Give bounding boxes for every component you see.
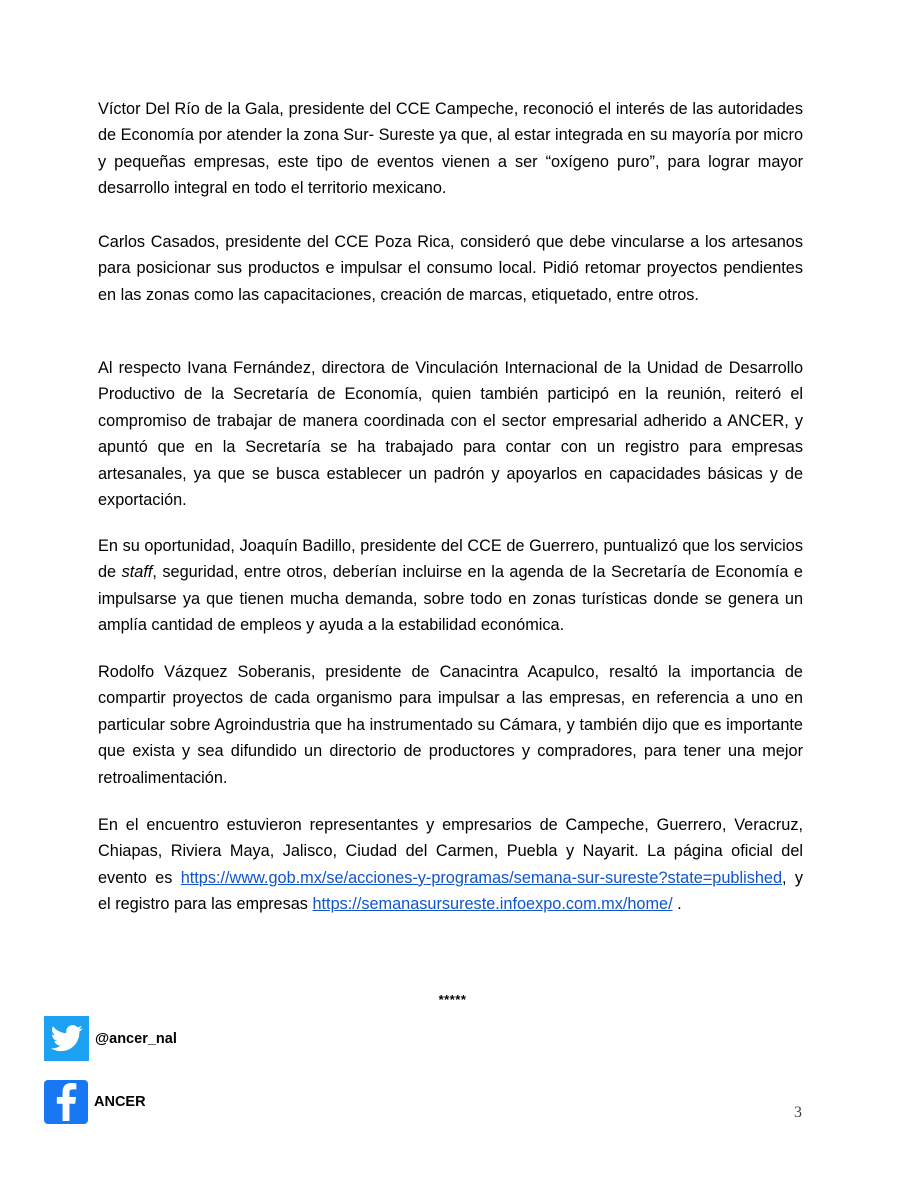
facebook-handle[interactable]: ANCER [94, 1094, 146, 1110]
paragraph-encuentro-text-3: . [672, 895, 682, 914]
staff-emphasis: staff [121, 563, 153, 582]
page-number: 3 [794, 1104, 802, 1121]
paragraph-encuentro-text-2: , y el registro para las empresas [98, 868, 803, 914]
facebook-f-icon[interactable] [44, 1080, 88, 1124]
twitter-bird-icon[interactable] [44, 1016, 89, 1061]
paragraph-fernandez: Al respecto Ivana Fernández, directora de Vinculación Internacional de la Unidad de Desarrollo Productivo de la Secretaría de Economía, quien también participó en la reunión, reiteró el compromiso de trabajar de manera coordinada con el sector empresarial adherido a ANCER, y apuntó que en la Secretaría se ha trabajado para contar con un registro para empresas artesanales, ya que se busca establecer un padrón y apoyarlos en capacidades básicas y de exportación. [98, 359, 803, 510]
paragraph-vazquez: Rodolfo Vázquez Soberanis, presidente de Canacintra Acapulco, resaltó la importancia de compartir proyectos de cada organismo para impulsar a las empresas, en referencia a uno en particular sobre Agroindustria que ha instrumentado su Cámara, y también dijo que es importante que exista y sea difundido un directorio de productores y compradores, para tener una mejor retroalimentación. [98, 663, 803, 787]
twitter-handle[interactable]: @ancer_nal [95, 1030, 177, 1047]
twitter-contact[interactable] [44, 1016, 177, 1061]
paragraph-casados: Carlos Casados, presidente del CCE Poza Rica, consideró que debe vincularse a los artesanos para posicionar sus productos e impulsar el consumo local. Pidió retomar proyectos pendientes en las zonas como las capacitaciones, creación de marcas, etiquetado, entre otros. [98, 233, 803, 304]
paragraph-encuentro [98, 812, 803, 918]
event-page-link[interactable]: https://www.gob.mx/se/acciones-y-programas/semana-sur-sureste?state=published [180, 868, 783, 887]
paragraph-encuentro-text-1: En el encuentro estuvieron representantes y empresarios de Campeche, Guerrero, Veracruz, Chiapas, Riviera Maya, Jalisco, Ciudad del Carmen, Puebla y Nayarit. La página oficial del evento es [98, 816, 803, 887]
paragraph-badillo [98, 533, 803, 639]
paragraph-badillo-text-2: , seguridad, entre otros, deberían incluirse en la agenda de la Secretaría de Economía e impulsarse ya que tienen mucha demanda, sobre todo en zonas turísticas donde se genera un amplía cantidad de empleos y ayuda a la estabilidad económica. [98, 563, 803, 635]
section-separator: ***** [438, 992, 467, 1007]
paragraph-del-rio: Víctor Del Río de la Gala, presidente del CCE Campeche, reconoció el interés de las autoridades de Economía por atender la zona Sur- Sureste ya que, al estar integrada en su mayoría por micro y pequeñas empresas, este tipo de eventos vienen a ser “oxígeno puro”, para lograr mayor desarrollo integral en todo el territorio mexicano. [98, 100, 803, 198]
facebook-contact[interactable] [44, 1080, 146, 1124]
paragraph-badillo-text-1: En su oportunidad, Joaquín Badillo, presidente del CCE de Guerrero, puntualizó que los servicios de [98, 537, 803, 582]
registration-link[interactable]: https://semanasursureste.infoexpo.com.mx/home/ [312, 895, 673, 914]
